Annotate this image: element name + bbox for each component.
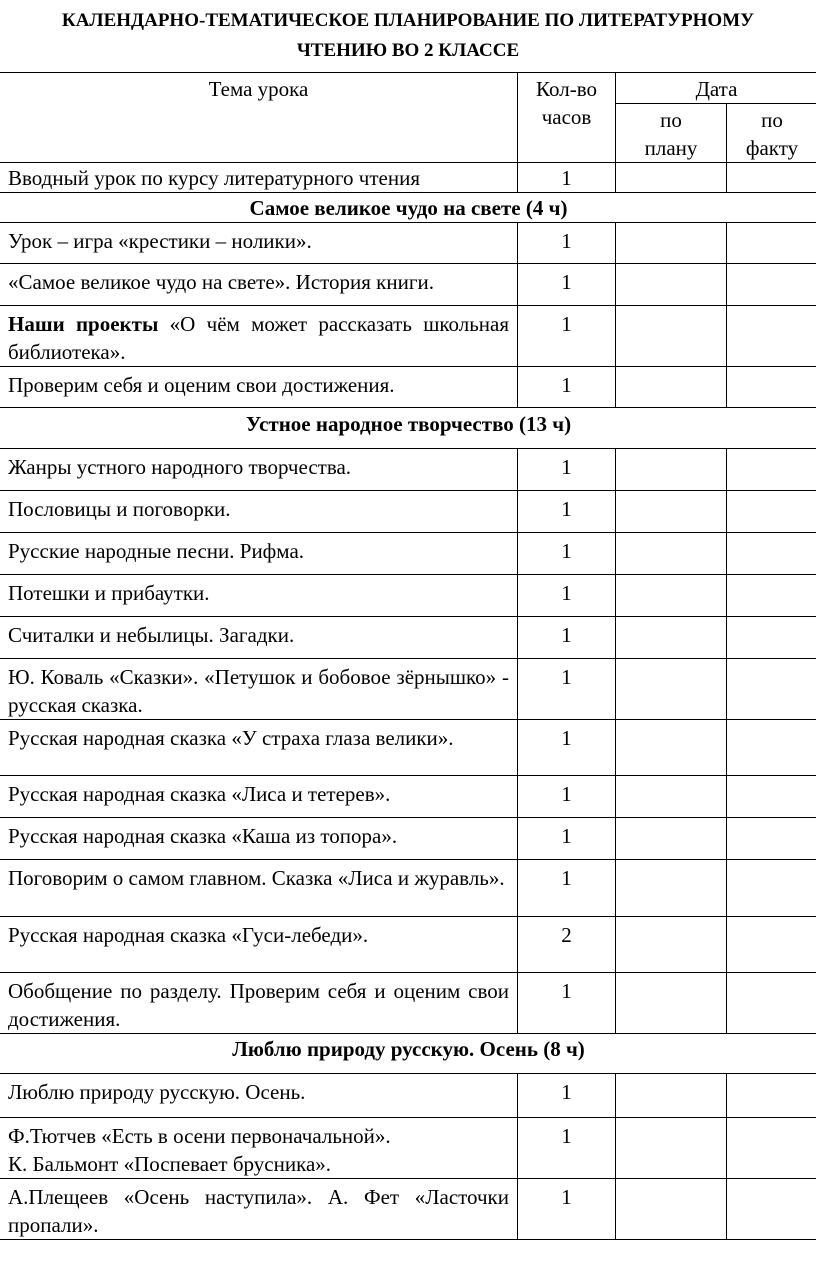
table-row (0, 223, 816, 264)
header-plan-line2: плану (644, 136, 698, 160)
header-hours-line1: Кол-во (536, 77, 597, 101)
header-hours-line2: часов (541, 105, 592, 129)
lesson-hours: 1 (518, 1179, 616, 1240)
date-fact-cell (727, 973, 816, 1034)
table-row (0, 367, 816, 408)
date-plan-cell (616, 617, 727, 659)
lesson-topic: Русские народные песни. Рифма. (0, 533, 518, 575)
table-row (0, 617, 816, 659)
lesson-topic-text: «О чём может рассказать школьная библиотека». (8, 312, 509, 364)
lesson-hours: 1 (518, 575, 616, 617)
projects-label: Наши проекты (8, 312, 159, 336)
table-row (0, 264, 816, 306)
section-heading: Устное народное творчество (13 ч) (0, 408, 816, 449)
lesson-hours: 2 (518, 917, 616, 973)
date-fact-cell (727, 1074, 816, 1118)
lesson-hours: 1 (518, 818, 616, 860)
date-fact-cell (727, 917, 816, 973)
title-line-2: ЧТЕНИЮ ВО 2 КЛАССЕ (296, 40, 520, 61)
header-date: Дата (616, 73, 816, 104)
table-row (0, 533, 816, 575)
lesson-topic: Поговорим о самом главном. Сказка «Лиса и журавль». (0, 860, 518, 917)
header-fact (727, 104, 816, 163)
header-fact-line1: по (761, 108, 783, 132)
lesson-topic (0, 1118, 518, 1179)
lesson-topic: Русская народная сказка «Гуси-лебеди». (0, 917, 518, 973)
table-row (0, 1118, 816, 1179)
section-heading: Люблю природу русскую. Осень (8 ч) (0, 1034, 816, 1074)
lesson-hours: 1 (518, 264, 616, 306)
section-heading: Самое великое чудо на свете (4 ч) (0, 193, 816, 223)
table-row (0, 1179, 816, 1240)
section-row (0, 408, 816, 449)
lesson-topic: Ю. Коваль «Сказки». «Петушок и бобовое зёрнышко» - русская сказка. (0, 659, 518, 720)
date-plan-cell (616, 1179, 727, 1240)
lesson-topic: Русская народная сказка «У страха глаза велики». (0, 720, 518, 776)
lesson-topic: Жанры устного народного творчества. (0, 449, 518, 491)
date-plan-cell (616, 223, 727, 264)
lesson-hours: 1 (518, 659, 616, 720)
date-plan-cell (616, 264, 727, 306)
table-row (0, 163, 816, 193)
date-fact-cell (727, 659, 816, 720)
lesson-hours: 1 (518, 1074, 616, 1118)
date-fact-cell (727, 720, 816, 776)
header-hours (518, 73, 616, 163)
table-row (0, 973, 816, 1034)
header-plan (616, 104, 727, 163)
section-row (0, 193, 816, 223)
date-plan-cell (616, 491, 727, 533)
date-plan-cell (616, 776, 727, 818)
date-plan-cell (616, 1074, 727, 1118)
date-fact-cell (727, 617, 816, 659)
lesson-topic: Пословицы и поговорки. (0, 491, 518, 533)
lesson-hours: 1 (518, 223, 616, 264)
date-plan-cell (616, 575, 727, 617)
title-line-1: КАЛЕНДАРНО-ТЕМАТИЧЕСКОЕ ПЛАНИРОВАНИЕ ПО ЛИТЕРАТУРНОМУ (61, 10, 755, 31)
lesson-topic: А.Плещеев «Осень наступила». А. Фет «Ласточки пропали». (0, 1179, 518, 1240)
header-fact-line2: факту (745, 136, 799, 160)
date-plan-cell (616, 917, 727, 973)
lesson-hours: 1 (518, 860, 616, 917)
lesson-topic: Считалки и небылицы. Загадки. (0, 617, 518, 659)
header-row-1 (0, 73, 816, 104)
date-plan-cell (616, 449, 727, 491)
date-fact-cell (727, 449, 816, 491)
date-plan-cell (616, 533, 727, 575)
lesson-hours: 1 (518, 367, 616, 408)
date-plan-cell (616, 973, 727, 1034)
table-row (0, 306, 816, 367)
lesson-topic: Потешки и прибаутки. (0, 575, 518, 617)
lesson-hours: 1 (518, 533, 616, 575)
table-row (0, 575, 816, 617)
date-fact-cell (727, 264, 816, 306)
lesson-topic (0, 306, 518, 367)
lesson-topic: Русская народная сказка «Лиса и тетерев». (0, 776, 518, 818)
date-plan-cell (616, 720, 727, 776)
lesson-topic: Вводный урок по курсу литературного чтения (0, 163, 518, 193)
date-fact-cell (727, 860, 816, 917)
lesson-topic: Люблю природу русскую. Осень. (0, 1074, 518, 1118)
table-row (0, 1074, 816, 1118)
lesson-hours: 1 (518, 306, 616, 367)
date-fact-cell (727, 223, 816, 264)
table-row (0, 449, 816, 491)
date-fact-cell (727, 818, 816, 860)
lesson-topic-line1: Ф.Тютчев «Есть в осени первоначальной». (8, 1124, 391, 1148)
lesson-hours: 1 (518, 163, 616, 193)
table-row (0, 659, 816, 720)
document-title (0, 6, 816, 66)
lesson-hours: 1 (518, 617, 616, 659)
lesson-hours: 1 (518, 720, 616, 776)
section-row (0, 1034, 816, 1074)
date-fact-cell (727, 306, 816, 367)
date-fact-cell (727, 1179, 816, 1240)
date-plan-cell (616, 818, 727, 860)
lesson-topic: Русская народная сказка «Каша из топора». (0, 818, 518, 860)
date-plan-cell (616, 367, 727, 408)
date-fact-cell (727, 491, 816, 533)
date-plan-cell (616, 659, 727, 720)
date-plan-cell (616, 306, 727, 367)
lesson-hours: 1 (518, 449, 616, 491)
lesson-topic: Обобщение по разделу. Проверим себя и оценим свои достижения. (0, 973, 518, 1034)
date-plan-cell (616, 860, 727, 917)
table-row (0, 860, 816, 917)
date-fact-cell (727, 533, 816, 575)
date-fact-cell (727, 163, 816, 193)
date-fact-cell (727, 1118, 816, 1179)
lesson-plan-table (0, 72, 816, 1240)
table-row (0, 776, 816, 818)
date-fact-cell (727, 776, 816, 818)
lesson-hours: 1 (518, 776, 616, 818)
table-row (0, 491, 816, 533)
table-row (0, 818, 816, 860)
lesson-topic: Урок – игра «крестики – нолики». (0, 223, 518, 264)
header-topic: Тема урока (0, 73, 518, 163)
date-fact-cell (727, 367, 816, 408)
date-fact-cell (727, 575, 816, 617)
date-plan-cell (616, 163, 727, 193)
lesson-hours: 1 (518, 973, 616, 1034)
lesson-topic-line2: К. Бальмонт «Поспевает брусника». (8, 1152, 332, 1176)
header-plan-line1: по (660, 108, 682, 132)
lesson-topic: «Самое великое чудо на свете». История книги. (0, 264, 518, 306)
table-row (0, 917, 816, 973)
lesson-hours: 1 (518, 1118, 616, 1179)
table-row (0, 720, 816, 776)
lesson-topic: Проверим себя и оценим свои достижения. (0, 367, 518, 408)
lesson-hours: 1 (518, 491, 616, 533)
date-plan-cell (616, 1118, 727, 1179)
